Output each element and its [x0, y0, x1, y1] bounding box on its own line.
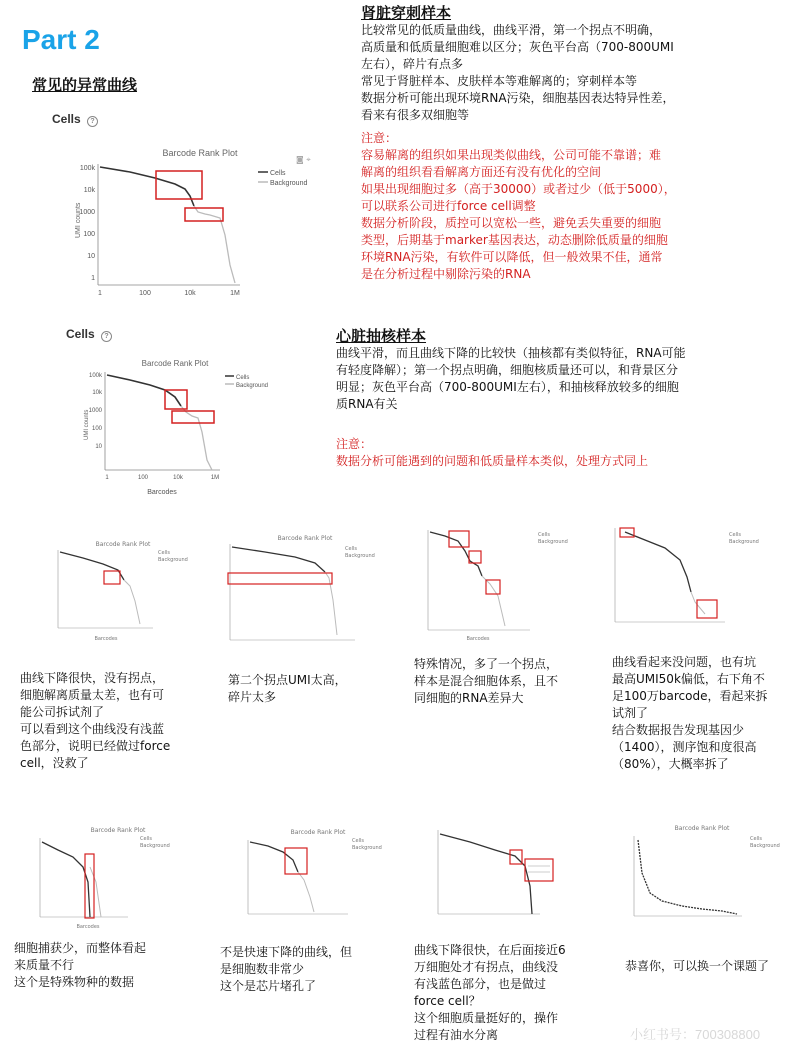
y-tick: 1000	[79, 209, 95, 216]
y-tick-labels	[89, 373, 103, 450]
y-tick: 10k	[92, 390, 102, 396]
note-line: 容易解离的组织如果出现类似曲线，公司可能不靠谱；难	[361, 148, 662, 162]
caption-line: 试剂了	[612, 706, 649, 720]
y-tick: 10k	[83, 187, 95, 194]
y-axis-label: UMI counts	[84, 409, 90, 440]
cells-curve	[100, 167, 194, 206]
x-axis-label: Barcodes	[76, 924, 100, 930]
x-axis-label: Barcodes	[147, 489, 177, 496]
camera-icon: ◙ ⌖	[296, 155, 311, 164]
caption-line: 结合数据报告发现基因少	[612, 723, 745, 737]
kidney-description	[361, 22, 801, 124]
legend-background: Background	[750, 843, 780, 849]
legend-cells: Cells	[158, 550, 170, 556]
heart-chart	[80, 352, 300, 502]
caption-line: 这个细胞质量挺好的，操作	[414, 1011, 559, 1025]
cells-label	[66, 327, 112, 342]
background-curve	[90, 867, 101, 917]
small-chart-7	[430, 826, 580, 926]
caption-line: 曲线看起来没问题，也有坑	[612, 655, 757, 669]
caption-line: 细胞捕获少，而整体看起	[14, 941, 147, 955]
legend-cells: Cells	[345, 546, 357, 552]
small-chart-8	[622, 818, 792, 923]
legend-cells: Cells	[140, 836, 152, 842]
x-tick-labels	[105, 475, 219, 481]
caption-line: 恭喜你，可以换一个课题了	[625, 959, 770, 973]
x-tick: 1M	[210, 475, 220, 481]
text-line: 数据分析可能出现环境RNA污染，细胞基因表达特异性差，	[361, 91, 675, 105]
caption-line: cell，没救了	[20, 756, 89, 770]
cells-curve	[60, 552, 124, 580]
caption-line: 第二个拐点UMI太高，	[228, 673, 347, 687]
legend-cells: Cells	[270, 170, 286, 177]
small-chart-5	[28, 822, 198, 932]
highlight-box	[525, 859, 553, 881]
background-curve	[325, 572, 337, 635]
section-subtitle: 常见的异常曲线	[32, 76, 138, 94]
note-line: 可以联系公司进行force cell调整	[361, 199, 536, 213]
kidney-chart	[70, 140, 330, 300]
x-axis-label: Barcodes	[466, 636, 490, 642]
legend-background: Background	[158, 557, 188, 563]
note-line: 如果出现细胞过多（高于30000）或者过少（低于5000），	[361, 182, 676, 196]
x-tick: 10k	[184, 290, 196, 297]
background-curve	[124, 580, 140, 624]
caption-line: 足100万barcode，看起来拆	[612, 689, 768, 703]
legend-cells: Cells	[352, 838, 364, 844]
cells-curve	[638, 840, 737, 914]
caption-line: 是细胞数非常少	[220, 962, 305, 976]
highlight-box	[697, 600, 717, 618]
background-curve	[194, 206, 235, 283]
legend-background: Background	[345, 553, 375, 559]
x-tick: 100	[137, 475, 149, 481]
caption-line: 最高UMI50k偏低，右下角不	[612, 672, 765, 686]
part-title: Part 2	[22, 24, 100, 55]
caption-4	[612, 654, 804, 773]
caption-line: 来质量不行	[14, 958, 75, 972]
kidney-note	[361, 130, 801, 283]
x-tick: 1M	[230, 290, 240, 297]
legend-cells: Cells	[538, 532, 550, 538]
text-line: 质RNA有关	[336, 397, 398, 411]
caption-line: 这个是特殊物种的数据	[14, 975, 135, 989]
note-line: 数据分析阶段，质控可以宽松一些，避免丢失重要的细胞	[361, 216, 662, 230]
legend-background: Background	[352, 845, 382, 851]
legend-cells: Cells	[750, 836, 762, 842]
background-curve	[181, 406, 212, 470]
highlight-box	[104, 571, 120, 584]
highlight-box	[185, 208, 223, 221]
chart-title: Barcode Rank Plot	[277, 535, 333, 542]
caption-6	[220, 944, 405, 995]
cells-curve	[430, 532, 482, 576]
text-line: 高质量和低质量细胞难以区分；灰色平台高（700-800UMI	[361, 40, 674, 54]
legend-cells: Cells	[236, 375, 250, 381]
caption-7	[414, 942, 609, 1044]
help-icon: ?	[87, 116, 98, 127]
chart-title: Barcode Rank Plot	[95, 541, 151, 548]
x-tick: 1	[105, 475, 109, 481]
caption-line: 细胞解离质量太差，也有可	[20, 688, 165, 702]
y-axis-label: UMI counts	[75, 202, 82, 238]
text-line: 曲线平滑，而且曲线下降的比较快（抽核都有类似特征，RNA可能	[336, 346, 686, 360]
heart-chart-svg	[80, 352, 300, 502]
y-tick: 100	[91, 426, 102, 432]
caption-line: force cell？	[414, 994, 481, 1008]
x-tick-labels	[98, 290, 240, 297]
chart-title: Barcode Rank Plot	[674, 825, 730, 832]
small-chart-2	[225, 530, 385, 650]
y-tick: 100k	[79, 165, 95, 172]
note-line: 是在分析过程中剔除污染的RNA	[361, 267, 531, 281]
cells-label	[52, 112, 98, 127]
caption-line: 不是快速下降的曲线，但	[220, 945, 353, 959]
legend-background: Background	[538, 539, 568, 545]
caption-line: 能公司拆试剂了	[20, 705, 105, 719]
caption-line: 曲线下降很快，在后面接近6	[414, 943, 566, 957]
cells-title: Cells	[52, 112, 81, 126]
legend-cells: Cells	[729, 532, 741, 538]
caption-line: 可以看到这个曲线没有浅蓝	[20, 722, 165, 736]
small-chart-4	[605, 522, 775, 632]
highlight-box	[156, 171, 202, 199]
kidney-chart-svg	[70, 140, 330, 300]
chart-title: Barcode Rank Plot	[90, 827, 146, 834]
note-line: 解离的组织看看解离方面还有没有优化的空间	[361, 165, 602, 179]
note-line: 注意：	[336, 437, 373, 451]
legend-background: Background	[729, 539, 759, 545]
caption-line: 特殊情况，多了一个拐点，	[414, 657, 559, 671]
help-icon: ?	[101, 331, 112, 342]
caption-1	[20, 670, 220, 772]
y-tick: 100	[83, 231, 95, 238]
caption-line: 这个是芯片堵孔了	[220, 979, 317, 993]
caption-2	[228, 672, 403, 706]
y-tick: 1000	[88, 408, 102, 414]
background-curve	[691, 592, 705, 614]
cells-title: Cells	[66, 327, 95, 341]
legend-background: Background	[270, 180, 308, 187]
heart-title: 心脏抽核样本	[336, 327, 427, 345]
small-chart-3	[420, 526, 585, 646]
caption-line: 曲线下降很快，没有拐点，	[20, 671, 165, 685]
text-line: 明显；灰色平台高（700-800UMI左右），和抽核释放较多的细胞	[336, 380, 679, 394]
caption-line: 样本是混合细胞体系，且不	[414, 674, 559, 688]
highlight-box	[285, 848, 307, 874]
heart-description	[336, 345, 796, 413]
caption-3	[414, 656, 599, 707]
cells-curve	[42, 842, 90, 917]
caption-line: 万细胞处才有拐点，曲线没	[414, 960, 559, 974]
small-chart-6	[238, 822, 398, 932]
small-chart-1	[38, 536, 218, 646]
cells-curve	[232, 547, 325, 572]
caption-line: （1400），测序饱和度很高	[612, 740, 757, 754]
kidney-title: 肾脏穿刺样本	[361, 4, 452, 22]
caption-line: 同细胞的RNA差异大	[414, 691, 524, 705]
x-tick: 100	[139, 290, 151, 297]
legend-background: Background	[140, 843, 170, 849]
y-tick: 100k	[88, 373, 102, 379]
chart-title: Barcode Rank Plot	[141, 359, 209, 368]
caption-line: （80%），大概率拆了	[612, 757, 729, 771]
text-line: 有轻度降解）；第一个拐点明确，细胞核质量还可以，和背景区分	[336, 363, 679, 377]
caption-line: 色部分，说明已经做过force	[20, 739, 171, 753]
note-line: 类型，后期基于marker基因表达，动态删除低质量的细胞	[361, 233, 668, 247]
text-line: 比较常见的低质量曲线，曲线平滑，第一个拐点不明确，	[361, 23, 662, 37]
legend-background: Background	[236, 383, 269, 389]
text-line: 看来有很多双细胞等	[361, 108, 470, 122]
background-curve	[298, 872, 314, 912]
x-axis-label: Barcodes	[94, 636, 118, 642]
caption-line: 有浅蓝色部分，也是做过	[414, 977, 547, 991]
caption-8	[625, 958, 805, 975]
note-line: 注意：	[361, 131, 398, 145]
watermark: 小红书号：700308800	[630, 1027, 761, 1042]
highlight-box	[228, 573, 332, 584]
caption-line: 碎片太多	[228, 690, 277, 704]
heart-note	[336, 436, 796, 470]
x-tick: 1	[98, 290, 102, 297]
x-tick: 10k	[173, 475, 183, 481]
y-tick: 1	[91, 275, 95, 282]
y-tick: 10	[87, 253, 95, 260]
caption-line: 过程有油水分离	[414, 1028, 499, 1042]
y-tick: 10	[95, 444, 102, 450]
note-line: 环境RNA污染，有软件可以降低，但一般效果不佳，通常	[361, 250, 663, 264]
caption-5	[14, 940, 204, 991]
note-line: 数据分析可能遇到的问题和低质量样本类似，处理方式同上	[336, 454, 649, 468]
chart-title: Barcode Rank Plot	[290, 829, 346, 836]
cells-curve	[625, 532, 691, 592]
cells-curve	[250, 842, 298, 872]
text-line: 左右），碎片有点多	[361, 57, 464, 71]
cells-curve	[440, 834, 532, 914]
chart-title: Barcode Rank Plot	[162, 148, 238, 158]
text-line: 常见于肾脏样本、皮肤样本等难解离的；穿刺样本等	[361, 74, 638, 88]
